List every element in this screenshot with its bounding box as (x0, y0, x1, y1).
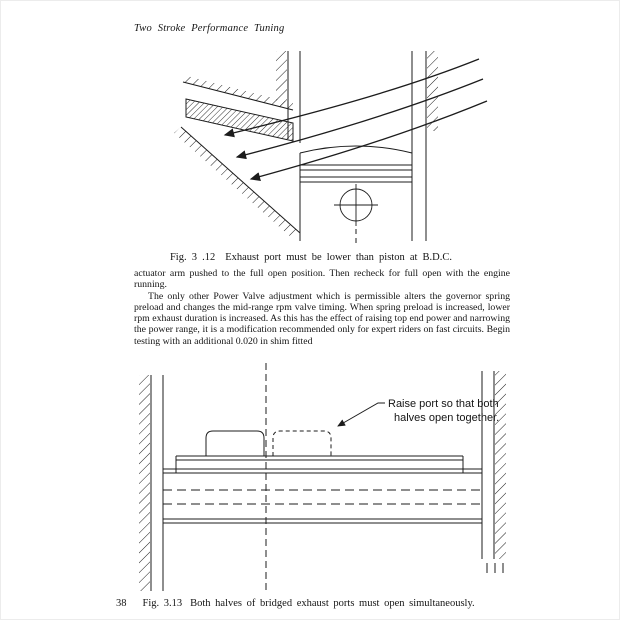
annotation-line1: Raise port so that both (388, 398, 499, 410)
fig-3-12-caption-text: Exhaust port must be lower than piston at B.D.C. (225, 252, 453, 263)
body-text (134, 268, 510, 347)
cylinder-wall-left (139, 375, 163, 591)
wrist-pin (334, 184, 378, 226)
fig-3-13-diagram (101, 363, 521, 597)
annotation-leader-arrow (338, 403, 385, 426)
piston-band (163, 456, 482, 523)
fig-3-12-diagram (141, 47, 521, 249)
port-half-solid (206, 431, 264, 456)
footer-caption (116, 598, 475, 609)
annotation-line2: halves open together. (394, 412, 500, 424)
page-number: 38 (116, 598, 127, 609)
port-half-raised-dashed (273, 431, 331, 456)
fig-3-12-caption (1, 252, 620, 263)
paragraph-1: actuator arm pushed to the full open position. Then recheck for full open with the engine running. (134, 268, 510, 291)
fig-3-13-caption-text: Both halves of bridged exhaust ports must open simultaneously. (190, 598, 475, 609)
fig-3-12-caption-label: Fig. 3 .12 (169, 252, 216, 263)
paragraph-2: The only other Power Valve adjustment which is permissible alters the governor spring preload and changes the mid-range rpm valve timing. When spring preload is increased, lower rpm exhaust duration is increased. As this has the effect of raising top end power and narrowing the power range, it is a modification recommended only for expert riders on fast circuits. Begin testing with an additional 0.020 in shim fitted (134, 290, 510, 347)
fig-3-13-caption-label: Fig. 3.13 (142, 598, 183, 609)
running-header: Two Stroke Performance Tuning (134, 23, 285, 34)
